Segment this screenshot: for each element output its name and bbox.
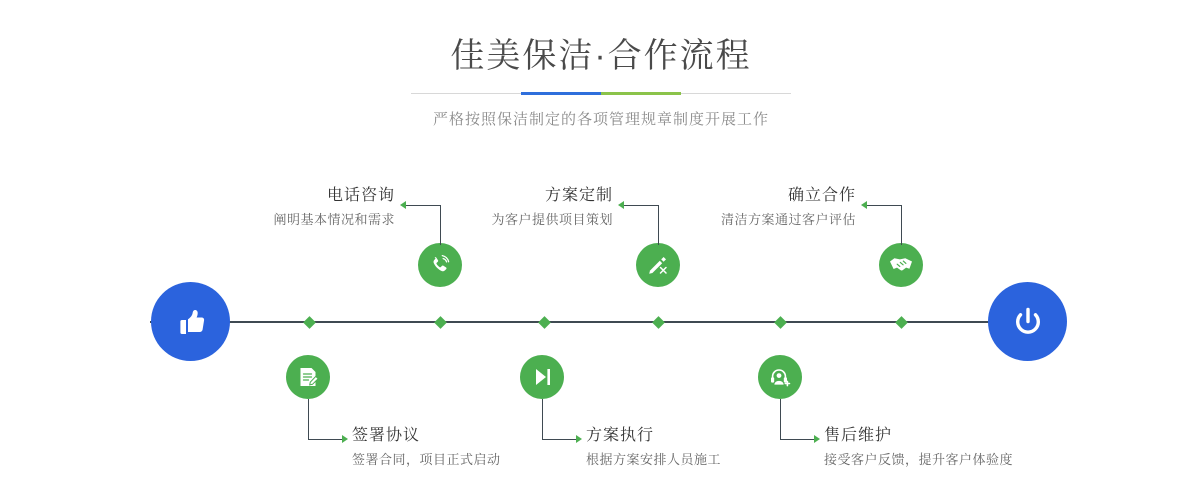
power-icon <box>1007 301 1049 343</box>
step-arrow-4 <box>576 435 582 443</box>
step-title-1: 电话咨询 <box>326 187 395 204</box>
step-desc-1: 阐明基本情况和需求 <box>273 212 395 227</box>
timeline-axis <box>150 321 1055 323</box>
flow-start-node <box>151 282 230 361</box>
step-title-2: 签署协议 <box>352 427 421 444</box>
step-connector-5-horizontal <box>867 205 902 206</box>
step-title-5: 确立合作 <box>787 187 856 204</box>
axis-node-marker-5 <box>774 316 787 329</box>
step-arrow-6 <box>814 435 820 443</box>
step-connector-4-horizontal <box>542 439 577 440</box>
step-desc-2: 签署合同，项目正式启动 <box>352 452 501 467</box>
plan-pen-icon <box>646 253 670 277</box>
step-desc-4: 根据方案安排人员施工 <box>586 452 722 467</box>
phone-call-icon <box>428 253 452 277</box>
axis-node-marker-2 <box>434 316 447 329</box>
step-connector-5-vertical <box>901 205 902 245</box>
step-label-5 <box>586 186 856 230</box>
axis-node-marker-4 <box>652 316 665 329</box>
axis-node-marker-6 <box>895 316 908 329</box>
divider-accent-green <box>601 92 681 95</box>
customer-service-icon <box>768 365 792 389</box>
step-icon-1 <box>418 243 462 287</box>
step-title-4: 方案执行 <box>586 427 655 444</box>
axis-node-marker-3 <box>538 316 551 329</box>
step-label-6 <box>824 426 1154 470</box>
step-connector-6-vertical <box>780 399 781 439</box>
signed-document-icon <box>296 365 320 389</box>
step-title-3: 方案定制 <box>544 187 613 204</box>
step-icon-4 <box>520 355 564 399</box>
step-icon-3 <box>636 243 680 287</box>
step-connector-2-vertical <box>308 399 309 439</box>
thumbs-up-icon <box>171 302 211 342</box>
play-execute-icon <box>530 365 554 389</box>
step-icon-2 <box>286 355 330 399</box>
step-desc-3: 为客户提供项目策划 <box>491 212 613 227</box>
handshake-icon <box>888 252 914 278</box>
step-icon-6 <box>758 355 802 399</box>
page-subtitle: 严格按照保洁制定的各项管理规章制度开展工作 <box>432 111 769 128</box>
flow-end-node <box>988 282 1067 361</box>
step-arrow-2 <box>342 435 348 443</box>
step-connector-2-horizontal <box>308 439 343 440</box>
page-title: 佳美保洁·合作流程 <box>450 37 752 75</box>
diagram-header <box>0 34 1202 129</box>
step-desc-6: 接受客户反馈，提升客户体验度 <box>824 452 1014 467</box>
step-connector-6-horizontal <box>780 439 815 440</box>
step-arrow-5 <box>861 201 867 209</box>
step-icon-5 <box>879 243 923 287</box>
title-divider <box>411 92 791 95</box>
step-label-3 <box>345 186 613 230</box>
step-title-6: 售后维护 <box>824 427 893 444</box>
divider-accent-blue <box>521 92 601 95</box>
step-connector-4-vertical <box>542 399 543 439</box>
step-desc-5: 清洁方案通过客户评估 <box>720 212 856 227</box>
axis-node-marker-1 <box>303 316 316 329</box>
